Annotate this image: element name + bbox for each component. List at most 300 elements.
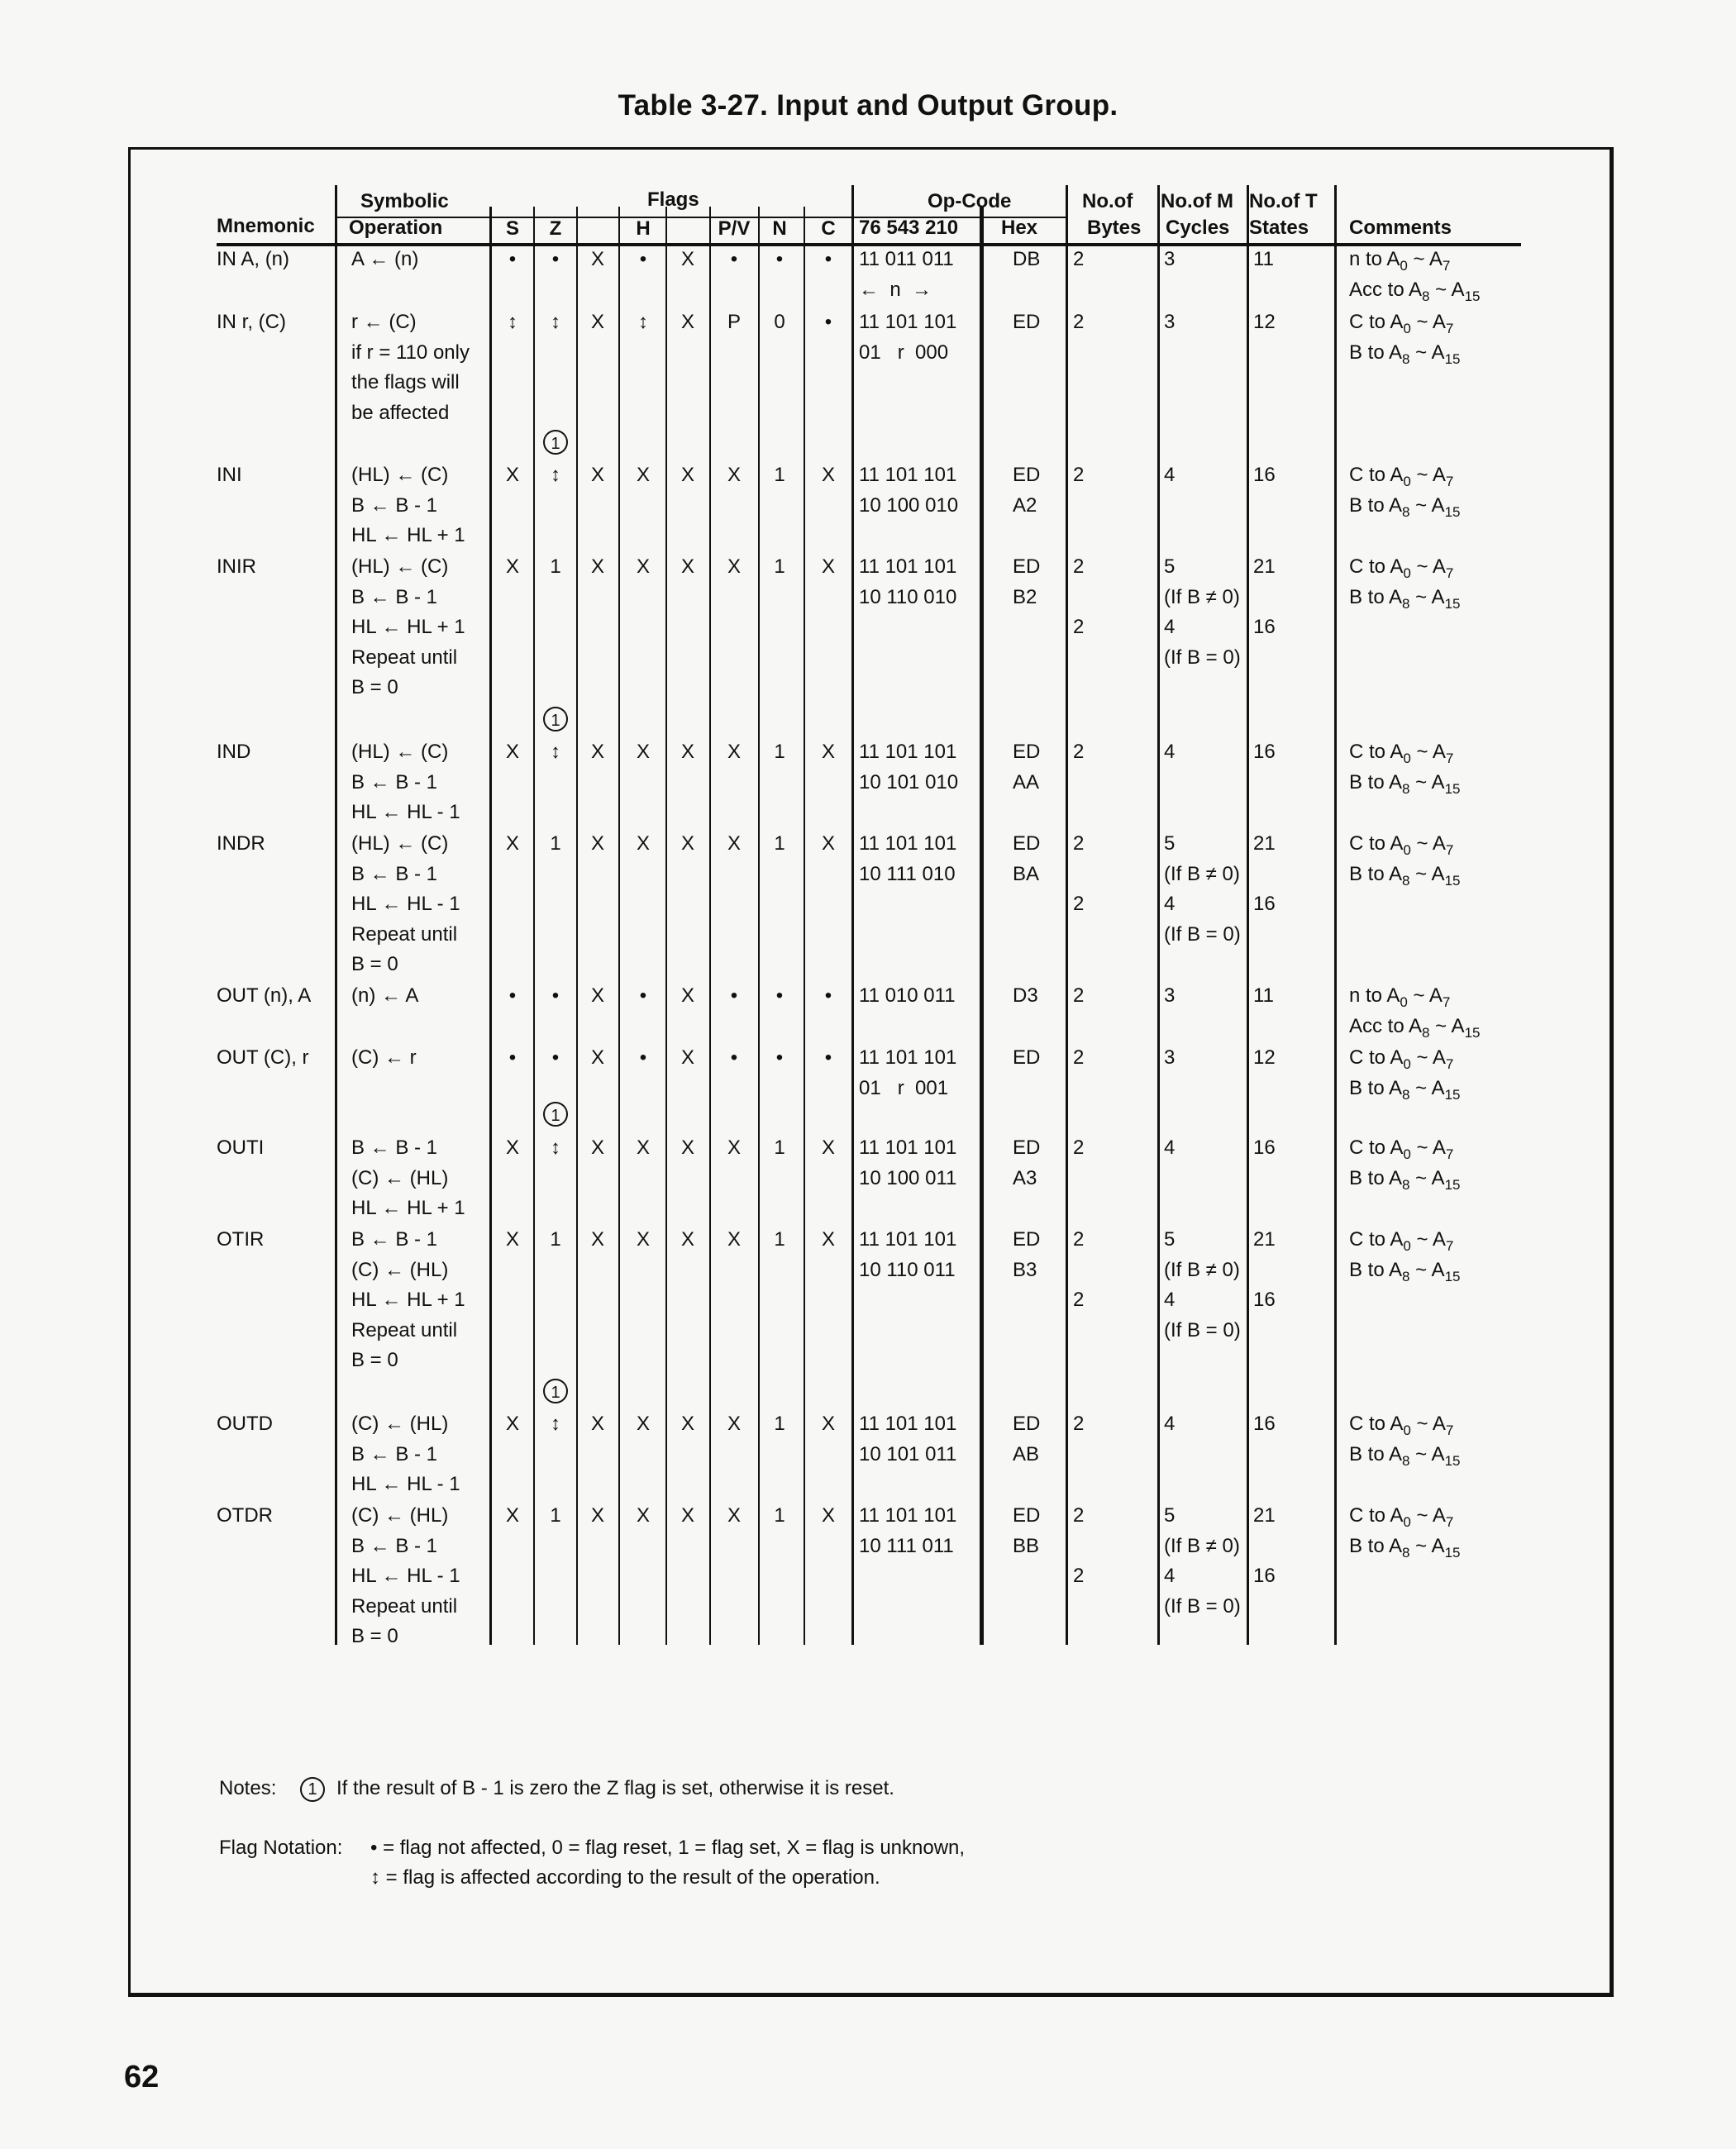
row-flag: X xyxy=(636,464,650,486)
footnote-marker-icon: 1 xyxy=(543,1379,568,1403)
row-operation-line: be affected xyxy=(351,401,450,424)
row-flag: X xyxy=(680,464,694,486)
row-operation-line: (HL) ← (C) xyxy=(351,555,449,578)
notes-line xyxy=(300,1774,894,1804)
row-operation-line: (C) ← (HL) xyxy=(351,1166,449,1189)
row-opcode-hex: AA xyxy=(1013,770,1040,793)
row-flag: X xyxy=(590,1413,604,1435)
row-flag: X xyxy=(590,832,604,855)
row-opcode-bits: 11 101 101 xyxy=(859,1046,957,1069)
row-flag: 1 xyxy=(550,1504,561,1527)
row-opcode-hex: DB xyxy=(1013,248,1041,270)
row-comment: n to $A_0$ ~ $A_7$ xyxy=(1349,984,1451,1010)
row-opcode-bits: 10 111 010 xyxy=(859,862,956,885)
row-flag: X xyxy=(680,1228,694,1251)
row-bytes: 2 xyxy=(1073,1504,1085,1527)
row-bytes: 2 xyxy=(1073,832,1085,855)
row-operation-line: B ← B - 1 xyxy=(351,1534,438,1557)
header-opcode: Op-Code xyxy=(928,190,1012,212)
row-comment: Acc to $A_8$ ~ $A_{15}$ xyxy=(1349,278,1481,304)
row-bytes: 2 xyxy=(1073,741,1085,763)
row-flag: X xyxy=(727,1228,741,1251)
row-mcycles: 3 xyxy=(1164,248,1176,270)
row-operation-line: HL ← HL + 1 xyxy=(351,1289,465,1311)
row-flag: X xyxy=(636,1228,650,1251)
row-flag: • xyxy=(730,248,738,270)
header-mcycles-1: No.of M xyxy=(1161,190,1233,212)
row-flag: X xyxy=(505,832,519,855)
mcycles-column-rule xyxy=(1157,185,1160,1645)
row-comment: B to $A_8$ ~ $A_{15}$ xyxy=(1349,493,1461,520)
row-flag: X xyxy=(727,832,741,855)
row-flag: 1 xyxy=(774,1504,785,1527)
row-mcycles: (If B = 0) xyxy=(1164,1594,1241,1618)
row-tstates: 21 xyxy=(1253,555,1276,578)
row-mcycles: 5 xyxy=(1164,1228,1176,1251)
row-opcode-bits: 01 r 001 xyxy=(859,1076,949,1099)
row-tstates: 11 xyxy=(1253,248,1274,270)
row-flag: • xyxy=(639,248,647,270)
row-opcode-hex: ED xyxy=(1013,311,1041,333)
row-flag: 1 xyxy=(550,832,561,855)
row-opcode-hex: BA xyxy=(1013,862,1040,885)
row-opcode-bits: 10 101 011 xyxy=(859,1442,957,1465)
row-opcode-bits: 11 101 101 xyxy=(859,1228,957,1251)
row-flag: X xyxy=(727,1504,741,1527)
row-opcode-bits: 10 100 010 xyxy=(859,493,959,517)
row-flag: X xyxy=(636,1504,650,1527)
row-comment: C to $A_0$ ~ $A_7$ xyxy=(1349,464,1454,489)
row-operation-line: (HL) ← (C) xyxy=(351,464,449,486)
row-flag: X xyxy=(505,1136,519,1159)
row-tstates: 12 xyxy=(1253,1046,1276,1069)
header-flag-c: C xyxy=(821,217,836,240)
header-symbolic-1: Symbolic xyxy=(360,190,449,212)
row-flag: X xyxy=(590,1504,604,1527)
row-flag: X xyxy=(590,741,604,763)
row-flag: X xyxy=(680,741,694,763)
row-operation-line: (C) ← (HL) xyxy=(351,1413,449,1435)
row-operation-line: if r = 110 only xyxy=(351,341,470,364)
header-comments: Comments xyxy=(1349,217,1452,239)
row-flag: X xyxy=(727,1136,741,1159)
row-flag: • xyxy=(775,248,784,270)
row-mcycles: 4 xyxy=(1164,741,1176,763)
row-operation-line: HL ← HL + 1 xyxy=(351,524,465,546)
row-flag: ↕ xyxy=(551,1413,560,1435)
row-mcycles: 4 xyxy=(1164,1136,1176,1159)
row-operation-line: Repeat until xyxy=(351,1594,458,1618)
row-mnemonic: INIR xyxy=(217,555,256,578)
row-mcycles: (If B ≠ 0) xyxy=(1164,862,1240,885)
row-opcode-bits: 10 110 011 xyxy=(859,1258,956,1281)
header-flag-s: S xyxy=(505,217,519,240)
row-opcode-bits: 11 101 101 xyxy=(859,464,957,486)
row-flag: X xyxy=(590,1228,604,1251)
header-flag-z: Z xyxy=(549,217,562,240)
row-comment: B to $A_8$ ~ $A_{15}$ xyxy=(1349,1534,1461,1561)
row-operation-line: HL ← HL - 1 xyxy=(351,1565,460,1587)
header-mnemonic: Mnemonic xyxy=(217,215,315,237)
row-flag: X xyxy=(680,311,694,333)
row-bytes: 2 xyxy=(1073,893,1085,915)
row-operation-line: B ← B - 1 xyxy=(351,1228,438,1251)
row-flag: ↕ xyxy=(551,741,560,763)
row-flag: X xyxy=(680,832,694,855)
row-comment: C to $A_0$ ~ $A_7$ xyxy=(1349,832,1454,858)
row-operation-line: A ← (n) xyxy=(351,248,419,270)
row-flag: X xyxy=(590,311,604,333)
row-flag: X xyxy=(821,464,835,486)
footnote-marker-icon: 1 xyxy=(300,1777,325,1802)
row-flag: ↕ xyxy=(638,311,648,333)
row-flag: 1 xyxy=(774,1413,785,1435)
footnote-marker-icon: 1 xyxy=(543,1102,568,1127)
row-flag: X xyxy=(636,832,650,855)
row-operation-line: (HL) ← (C) xyxy=(351,832,449,855)
row-opcode-bits: 11 011 011 xyxy=(859,248,954,270)
row-tstates: 16 xyxy=(1253,893,1276,915)
row-opcode-bits: 11 101 101 xyxy=(859,1413,957,1435)
header-symbolic-2: Operation xyxy=(349,217,443,239)
row-flag: X xyxy=(821,741,835,763)
row-operation-line: HL ← HL + 1 xyxy=(351,616,465,638)
row-opcode-bits: 10 110 010 xyxy=(859,585,957,608)
row-comment: C to $A_0$ ~ $A_7$ xyxy=(1349,1504,1454,1530)
row-flag: P xyxy=(727,311,741,333)
row-flag: • xyxy=(551,984,560,1007)
row-opcode-hex: ED xyxy=(1013,555,1041,578)
row-flag: 1 xyxy=(550,1228,561,1251)
row-operation-line: B ← B - 1 xyxy=(351,1442,438,1465)
row-bytes: 2 xyxy=(1073,1413,1085,1435)
row-operation-line: Repeat until xyxy=(351,922,458,946)
row-operation-line: HL ← HL - 1 xyxy=(351,893,460,915)
row-mnemonic: OUTI xyxy=(217,1136,265,1159)
row-comment: B to $A_8$ ~ $A_{15}$ xyxy=(1349,770,1461,797)
row-flag: 1 xyxy=(774,1136,785,1159)
row-comment: B to $A_8$ ~ $A_{15}$ xyxy=(1349,1442,1461,1469)
row-flag: • xyxy=(508,984,517,1007)
row-flag: 1 xyxy=(774,555,785,578)
tstates-column-rule xyxy=(1247,185,1249,1645)
row-mcycles: 3 xyxy=(1164,1046,1176,1069)
row-flag: • xyxy=(824,248,832,270)
row-operation-line: B ← B - 1 xyxy=(351,1136,438,1159)
row-tstates: 16 xyxy=(1253,1565,1276,1587)
row-flag: X xyxy=(636,741,650,763)
row-tstates: 16 xyxy=(1253,741,1276,763)
row-bytes: 2 xyxy=(1073,984,1085,1007)
row-flag: X xyxy=(505,1228,519,1251)
row-flag: • xyxy=(824,311,832,333)
row-flag: X xyxy=(727,1413,741,1435)
row-operation-line: B = 0 xyxy=(351,1625,398,1647)
row-mcycles: 3 xyxy=(1164,311,1176,333)
bytes-column-rule xyxy=(1066,185,1068,1645)
row-bytes: 2 xyxy=(1073,1228,1085,1251)
row-flag: X xyxy=(636,1136,650,1159)
opcode-hex-rule xyxy=(980,207,984,1645)
row-operation-line: (n) ← A xyxy=(351,984,419,1007)
row-tstates: 21 xyxy=(1253,1504,1276,1527)
row-flag: ↕ xyxy=(508,311,517,333)
row-tstates: 21 xyxy=(1253,832,1276,855)
row-operation-line: HL ← HL + 1 xyxy=(351,1197,465,1219)
row-mcycles: 4 xyxy=(1164,1413,1176,1435)
row-flag: 1 xyxy=(774,1228,785,1251)
row-mnemonic: IN r, (C) xyxy=(217,311,286,333)
row-flag: • xyxy=(730,1046,738,1069)
row-flag: • xyxy=(824,1046,832,1069)
row-operation-line: B ← B - 1 xyxy=(351,585,438,608)
row-mcycles: 5 xyxy=(1164,555,1176,578)
flag-notation-label: Flag Notation: xyxy=(219,1837,343,1859)
row-mcycles: (If B ≠ 0) xyxy=(1164,1258,1240,1281)
row-flag: X xyxy=(636,555,650,578)
row-mcycles: 3 xyxy=(1164,984,1176,1007)
row-mcycles: 4 xyxy=(1164,464,1176,486)
row-tstates: 12 xyxy=(1253,311,1276,333)
row-opcode-bits: ← n → xyxy=(859,278,932,301)
header-bytes-2: Bytes xyxy=(1087,217,1142,239)
row-comment: B to $A_8$ ~ $A_{15}$ xyxy=(1349,1166,1461,1193)
row-operation-line: B = 0 xyxy=(351,676,398,698)
row-bytes: 2 xyxy=(1073,1565,1085,1587)
row-flag: • xyxy=(824,984,832,1007)
row-mnemonic: OUT (n), A xyxy=(217,984,312,1007)
row-bytes: 2 xyxy=(1073,1046,1085,1069)
row-comment: B to $A_8$ ~ $A_{15}$ xyxy=(1349,341,1461,367)
row-tstates: 16 xyxy=(1253,1289,1276,1311)
row-opcode-hex: ED xyxy=(1013,1136,1041,1159)
row-mcycles: (If B = 0) xyxy=(1164,646,1241,669)
row-comment: n to $A_0$ ~ $A_7$ xyxy=(1349,248,1451,274)
row-flag: X xyxy=(821,1136,835,1159)
row-flag: X xyxy=(821,1228,835,1251)
row-flag: X xyxy=(505,1413,519,1435)
row-opcode-hex: B2 xyxy=(1013,585,1037,608)
row-mcycles: 4 xyxy=(1164,1565,1176,1587)
header-flag-n: N xyxy=(772,217,787,240)
row-operation-line: B ← B - 1 xyxy=(351,770,438,793)
row-operation-line: B = 0 xyxy=(351,1349,398,1371)
page-number: 62 xyxy=(124,2060,160,2094)
row-flag: X xyxy=(680,1136,694,1159)
symbolic-column-rule xyxy=(335,185,337,1645)
row-mnemonic: OUTD xyxy=(217,1413,273,1435)
footnote-marker-icon: 1 xyxy=(543,430,568,455)
row-flag: X xyxy=(680,1413,694,1435)
row-tstates: 16 xyxy=(1253,616,1276,638)
comments-column-rule xyxy=(1334,185,1337,1645)
row-comment: C to $A_0$ ~ $A_7$ xyxy=(1349,1413,1454,1438)
row-opcode-hex: AB xyxy=(1013,1442,1040,1465)
flag-notation-line-1: • = flag not affected, 0 = flag reset, 1 = flag set, X = flag is unknown, xyxy=(370,1837,966,1859)
row-flag: 1 xyxy=(550,555,561,578)
row-flag: X xyxy=(590,984,604,1007)
row-comment: B to $A_8$ ~ $A_{15}$ xyxy=(1349,862,1461,889)
row-comment: C to $A_0$ ~ $A_7$ xyxy=(1349,741,1454,766)
row-flag: X xyxy=(680,555,694,578)
row-comment: C to $A_0$ ~ $A_7$ xyxy=(1349,555,1454,581)
row-flag: ↕ xyxy=(551,311,560,333)
row-bytes: 2 xyxy=(1073,248,1085,270)
header-flag-pv: P/V xyxy=(718,217,751,240)
row-flag: • xyxy=(551,1046,560,1069)
row-tstates: 16 xyxy=(1253,464,1276,486)
row-comment: B to $A_8$ ~ $A_{15}$ xyxy=(1349,1076,1461,1103)
row-operation-line: r ← (C) xyxy=(351,311,417,333)
row-bytes: 2 xyxy=(1073,555,1085,578)
row-operation-line: B ← B - 1 xyxy=(351,493,438,517)
row-bytes: 2 xyxy=(1073,311,1085,333)
row-opcode-hex: ED xyxy=(1013,832,1041,855)
row-flag: • xyxy=(639,984,647,1007)
row-flag: 1 xyxy=(774,741,785,763)
row-operation-line: Repeat until xyxy=(351,646,458,669)
header-opcode-bits: 76 543 210 xyxy=(859,217,959,239)
row-operation-line: (C) ← r xyxy=(351,1046,417,1069)
row-flag: • xyxy=(639,1046,647,1069)
row-operation-line: B ← B - 1 xyxy=(351,862,438,885)
row-tstates: 21 xyxy=(1253,1228,1276,1251)
row-comment: C to $A_0$ ~ $A_7$ xyxy=(1349,1136,1454,1162)
row-mnemonic: INDR xyxy=(217,832,265,855)
row-flag: X xyxy=(505,741,519,763)
footnote-marker-icon: 1 xyxy=(543,707,568,731)
row-flag: 1 xyxy=(774,464,785,486)
row-opcode-bits: 11 101 101 xyxy=(859,555,957,578)
row-mnemonic: OUT (C), r xyxy=(217,1046,309,1069)
row-opcode-bits: 11 101 101 xyxy=(859,1136,957,1159)
row-opcode-hex: B3 xyxy=(1013,1258,1037,1281)
row-flag: • xyxy=(775,1046,784,1069)
row-opcode-bits: 10 100 011 xyxy=(859,1166,957,1189)
row-mcycles: 5 xyxy=(1164,832,1176,855)
header-tstates-1: No.of T xyxy=(1249,190,1318,212)
row-flag: ↕ xyxy=(551,464,560,486)
row-flag: X xyxy=(680,1504,694,1527)
row-flag: X xyxy=(680,1046,694,1069)
row-mcycles: (If B = 0) xyxy=(1164,922,1241,946)
row-opcode-hex: ED xyxy=(1013,741,1041,763)
row-opcode-hex: A2 xyxy=(1013,493,1037,517)
row-opcode-bits: 10 111 011 xyxy=(859,1534,954,1557)
header-flag-h: H xyxy=(636,217,651,240)
row-flag: X xyxy=(590,464,604,486)
row-flag: X xyxy=(680,984,694,1007)
row-flag: ↕ xyxy=(551,1136,560,1159)
row-flag: X xyxy=(727,741,741,763)
row-comment: Acc to $A_8$ ~ $A_{15}$ xyxy=(1349,1014,1481,1041)
row-opcode-hex: ED xyxy=(1013,1046,1041,1069)
row-flag: • xyxy=(508,248,517,270)
row-opcode-bits: 11 010 011 xyxy=(859,984,956,1007)
row-opcode-hex: ED xyxy=(1013,464,1041,486)
header-mcycles-2: Cycles xyxy=(1166,217,1230,239)
row-flag: X xyxy=(590,1046,604,1069)
row-opcode-hex: BB xyxy=(1013,1534,1040,1557)
row-mnemonic: OTIR xyxy=(217,1228,265,1251)
row-mcycles: 4 xyxy=(1164,1289,1176,1311)
row-operation-line: B = 0 xyxy=(351,953,398,975)
row-mnemonic: INI xyxy=(217,464,242,486)
row-flag: 0 xyxy=(774,311,785,333)
row-opcode-bits: 11 101 101 xyxy=(859,832,957,855)
table-title: Table 3-27. Input and Output Group. xyxy=(618,89,1118,122)
header-opcode-hex: Hex xyxy=(1001,217,1038,239)
row-opcode-bits: 11 101 101 xyxy=(859,311,957,333)
row-flag: X xyxy=(727,464,741,486)
row-comment: C to $A_0$ ~ $A_7$ xyxy=(1349,1046,1454,1072)
row-flag: X xyxy=(821,555,835,578)
row-flag: X xyxy=(636,1413,650,1435)
notes-label: Notes: xyxy=(219,1777,277,1799)
row-flag: X xyxy=(505,464,519,486)
row-flag: • xyxy=(508,1046,517,1069)
row-comment: B to $A_8$ ~ $A_{15}$ xyxy=(1349,1258,1461,1284)
row-flag: X xyxy=(821,1504,835,1527)
row-mnemonic: OTDR xyxy=(217,1504,273,1527)
row-flag: X xyxy=(590,555,604,578)
row-tstates: 16 xyxy=(1253,1136,1276,1159)
notes-text: If the result of B - 1 is zero the Z flag is set, otherwise it is reset. xyxy=(336,1777,894,1799)
row-flag: 1 xyxy=(774,832,785,855)
row-opcode-bits: 10 101 010 xyxy=(859,770,959,793)
row-comment: C to $A_0$ ~ $A_7$ xyxy=(1349,311,1454,336)
row-mcycles: (If B ≠ 0) xyxy=(1164,1534,1240,1557)
row-opcode-bits: 11 101 101 xyxy=(859,1504,957,1527)
row-mcycles: (If B ≠ 0) xyxy=(1164,585,1240,608)
row-comment: C to $A_0$ ~ $A_7$ xyxy=(1349,1228,1454,1254)
row-bytes: 2 xyxy=(1073,464,1085,486)
row-flag: • xyxy=(551,248,560,270)
row-opcode-bits: 01 r 000 xyxy=(859,341,949,364)
row-flag: X xyxy=(590,248,604,270)
row-opcode-bits: 11 101 101 xyxy=(859,741,957,763)
row-opcode-hex: D3 xyxy=(1013,984,1038,1007)
row-opcode-hex: ED xyxy=(1013,1504,1041,1527)
row-flag: X xyxy=(821,1413,835,1435)
row-mcycles: 4 xyxy=(1164,616,1176,638)
row-mnemonic: IN A, (n) xyxy=(217,248,290,270)
row-operation-line: (C) ← (HL) xyxy=(351,1504,449,1527)
row-flag: X xyxy=(505,555,519,578)
row-bytes: 2 xyxy=(1073,1289,1085,1311)
row-opcode-hex: ED xyxy=(1013,1413,1041,1435)
row-opcode-hex: ED xyxy=(1013,1228,1041,1251)
row-operation-line: HL ← HL - 1 xyxy=(351,1473,460,1495)
row-operation-line: the flags will xyxy=(351,371,460,393)
row-tstates: 11 xyxy=(1253,984,1274,1007)
row-operation-line: Repeat until xyxy=(351,1318,458,1341)
header-bytes-1: No.of xyxy=(1082,190,1133,212)
header-flags: Flags xyxy=(647,188,699,211)
row-bytes: 2 xyxy=(1073,1136,1085,1159)
row-flag: X xyxy=(680,248,694,270)
row-mcycles: 5 xyxy=(1164,1504,1176,1527)
row-flag: X xyxy=(590,1136,604,1159)
row-operation-line: HL ← HL - 1 xyxy=(351,801,460,823)
row-comment: B to $A_8$ ~ $A_{15}$ xyxy=(1349,585,1461,612)
row-opcode-hex: A3 xyxy=(1013,1166,1037,1189)
row-flag: • xyxy=(730,984,738,1007)
flag-notation-line-2: ↕ = flag is affected according to the result of the operation. xyxy=(370,1866,880,1889)
row-operation-line: (C) ← (HL) xyxy=(351,1258,449,1281)
row-flag: • xyxy=(775,984,784,1007)
row-flag: X xyxy=(821,832,835,855)
